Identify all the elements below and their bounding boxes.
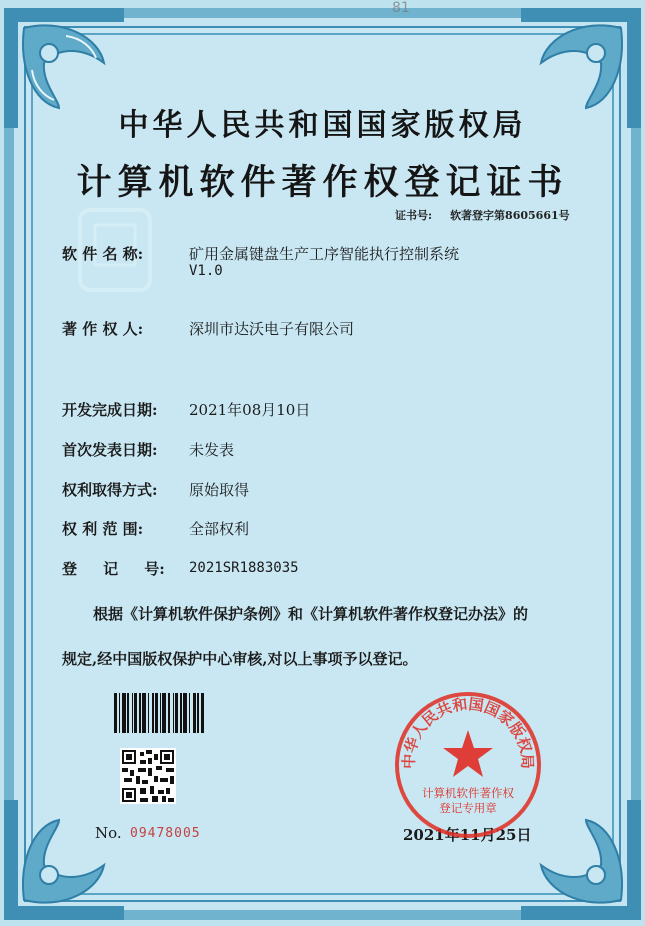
scope-label: 权 利 范 围: bbox=[62, 520, 144, 538]
cert-no-value: 软著登字第8605661号 bbox=[450, 209, 570, 222]
statement-line-1: 根据《计算机软件保护条例》和《计算机软件著作权登记办法》的 bbox=[93, 605, 529, 623]
acquire-method-label: 权利取得方式: bbox=[62, 481, 158, 499]
owner-value: 深圳市达沃电子有限公司 bbox=[189, 320, 355, 338]
barcode-icon bbox=[114, 693, 216, 733]
seal-inner-line1: 计算机软件著作权 bbox=[422, 786, 514, 800]
owner-label: 著 作 权 人: bbox=[62, 320, 144, 338]
certificate-number bbox=[395, 207, 570, 223]
cert-no-label: 证书号: bbox=[395, 209, 433, 222]
corner-ornament-icon bbox=[4, 800, 124, 920]
qr-code-icon bbox=[120, 748, 176, 804]
completion-date-label: 开发完成日期: bbox=[62, 401, 158, 419]
statement-line-2: 规定,经中国版权保护中心审核,对以上事项予以登记。 bbox=[62, 650, 418, 668]
completion-date-value: 2021年08月10日 bbox=[189, 401, 311, 419]
first-publish-label: 首次发表日期: bbox=[62, 441, 158, 459]
reg-no-label: 登 记 号: bbox=[62, 560, 165, 578]
seal-inner-line2: 登记专用章 bbox=[439, 801, 497, 815]
handwritten-mark: 81 bbox=[392, 0, 410, 16]
scope-value: 全部权利 bbox=[189, 520, 250, 538]
reg-no-value: 2021SR1883035 bbox=[189, 560, 299, 576]
official-seal-icon bbox=[393, 690, 543, 840]
serial-label: No. bbox=[95, 824, 122, 842]
serial-number: 09478005 bbox=[130, 826, 201, 841]
software-name-value: 矿用金属键盘生产工序智能执行控制系统 bbox=[189, 245, 460, 263]
acquire-method-value: 原始取得 bbox=[189, 481, 250, 499]
seal-ring-text: 中华人民共和国国家版权局 bbox=[399, 695, 537, 770]
first-publish-value: 未发表 bbox=[189, 441, 235, 459]
certificate-title: 计算机软件著作权登记证书 bbox=[76, 162, 569, 203]
software-name-label: 软 件 名 称: bbox=[62, 245, 144, 263]
issue-date: 2021年11月25日 bbox=[403, 826, 532, 844]
software-version-value: V1.0 bbox=[189, 263, 223, 279]
issuer-heading: 中华人民共和国国家版权局 bbox=[118, 108, 527, 143]
